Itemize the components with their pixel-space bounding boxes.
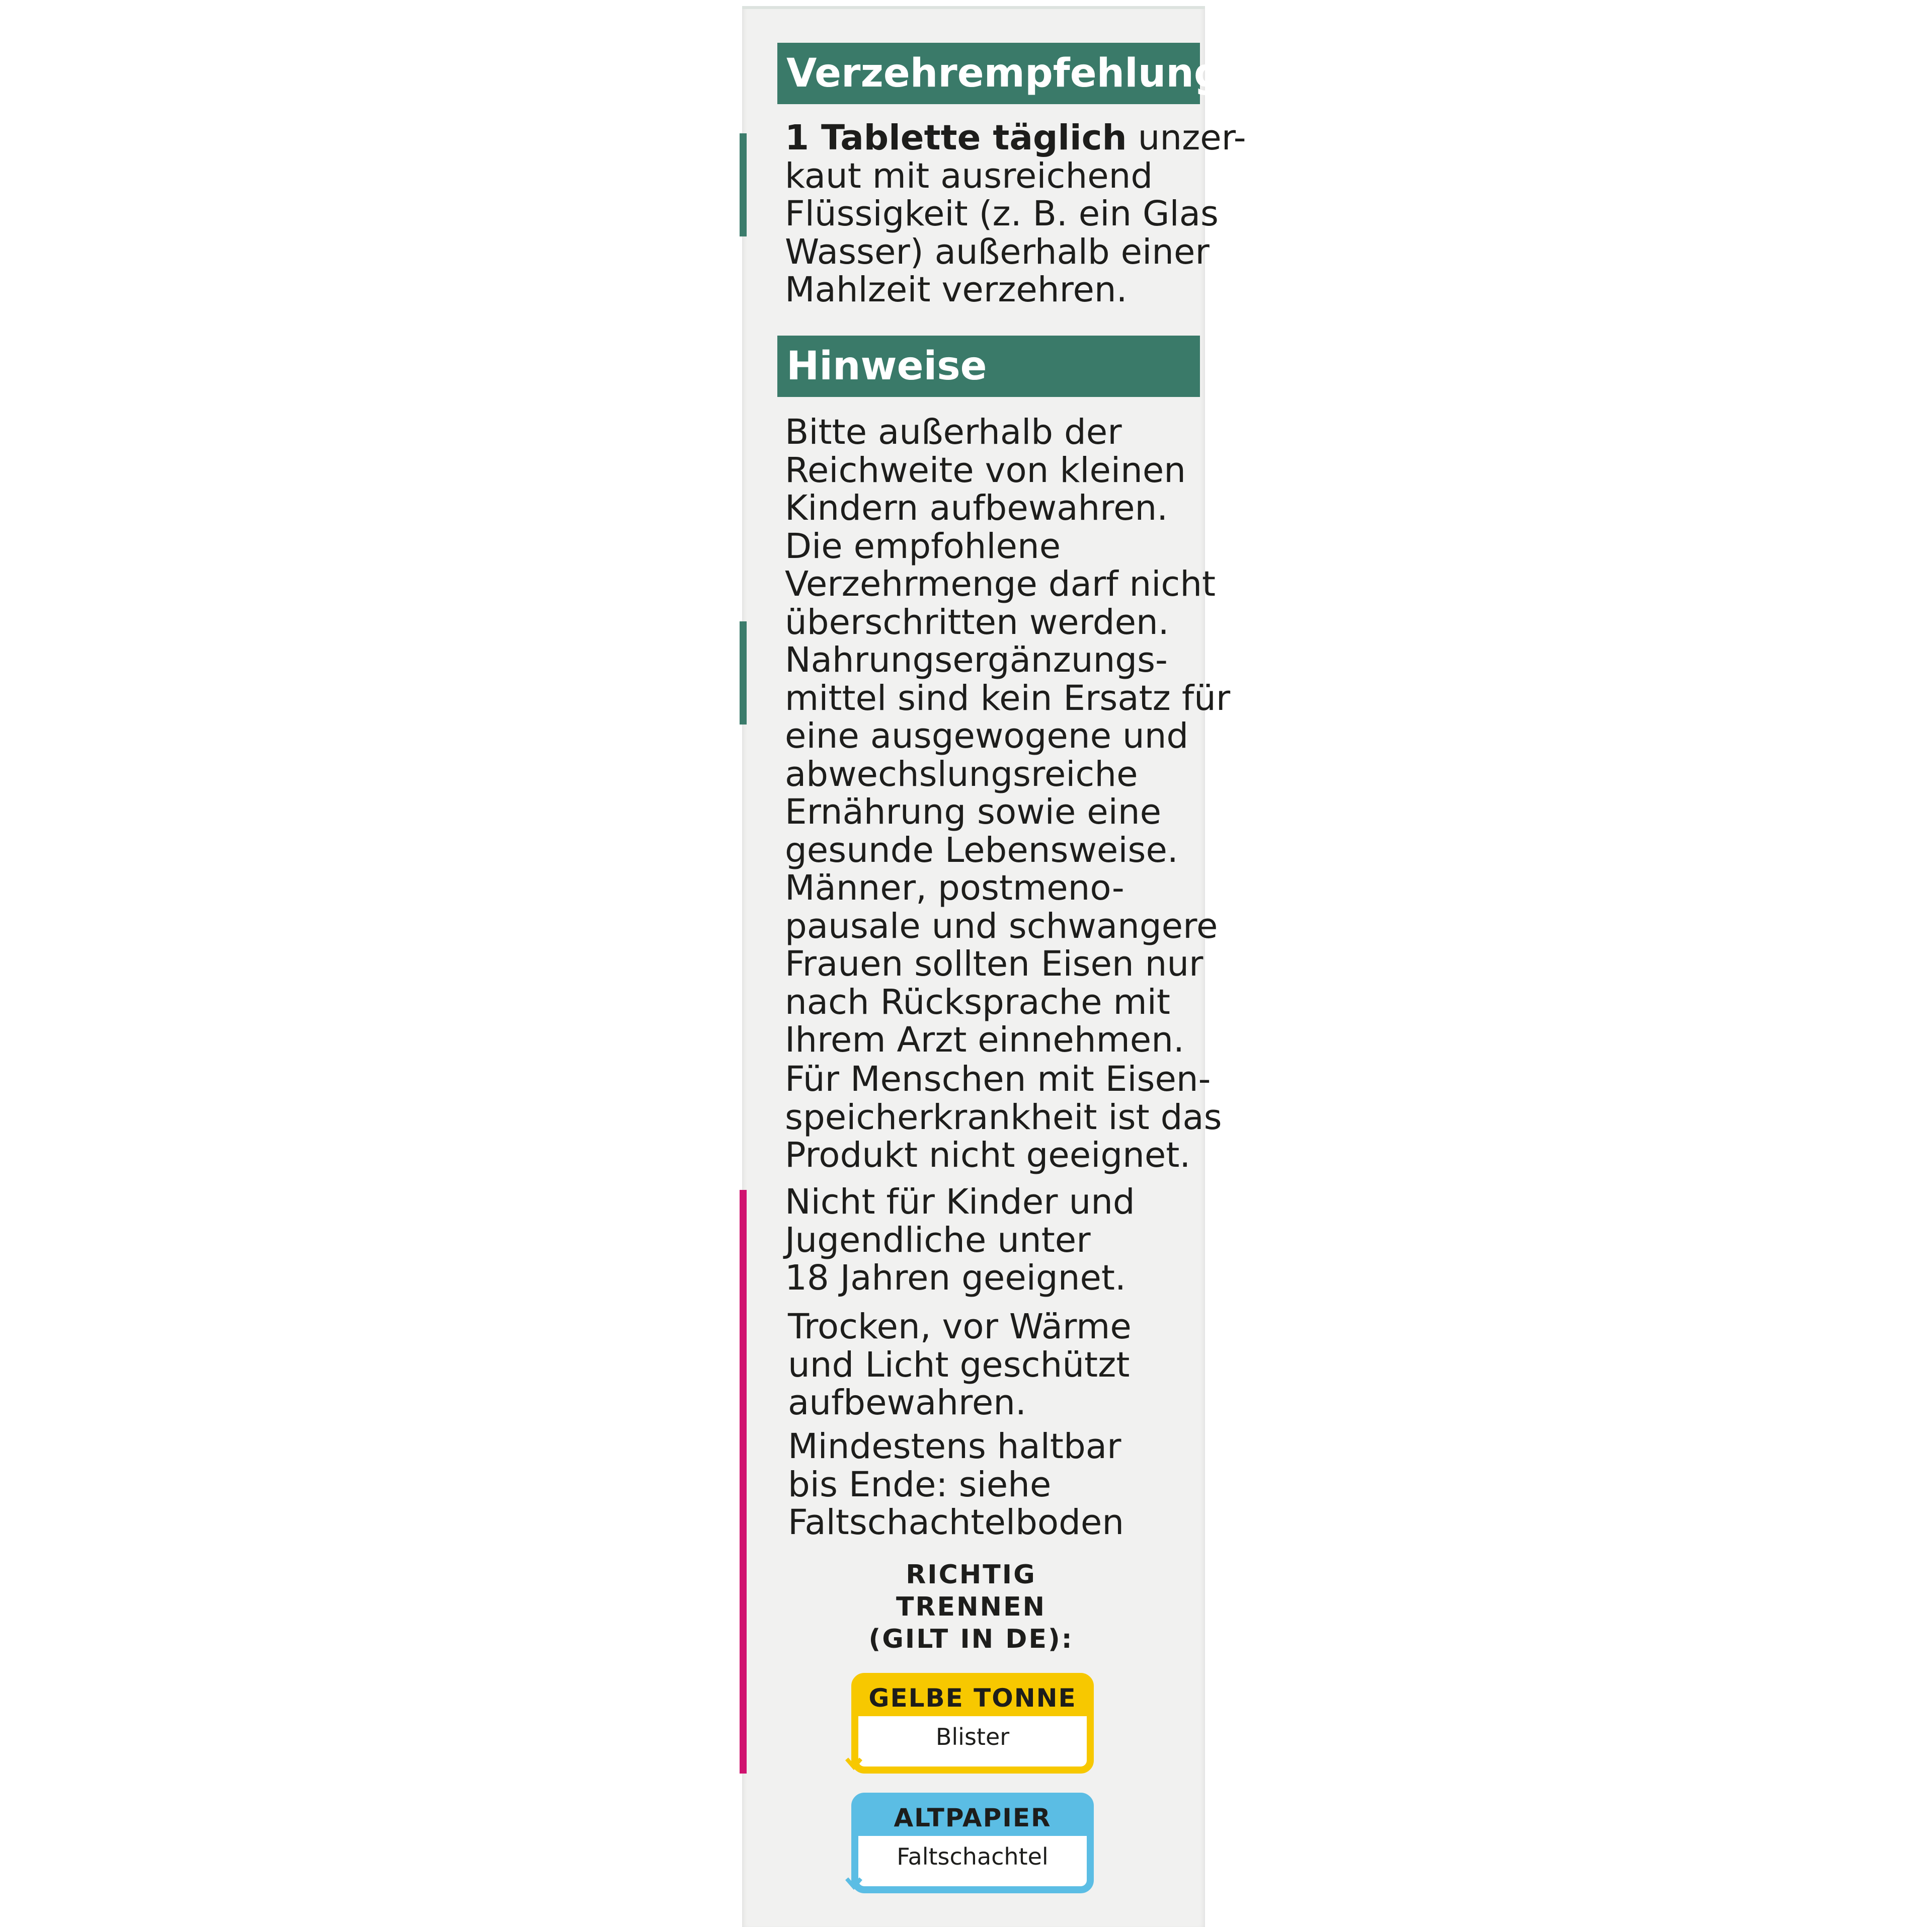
hinweise-heading-text: Hinweise <box>786 344 987 389</box>
arrow-down-icon <box>844 1731 864 1771</box>
recycling-title: RICHTIG TRENNEN (GILT IN DE): <box>868 1560 1074 1654</box>
dosage-bold: 1 Tablette täglich <box>785 118 1127 158</box>
altpapier-item: Faltschachtel <box>897 1843 1049 1870</box>
hinweise-paragraph-3: Nicht für Kinder und Jugendliche unter 18 Jahren geeignet. <box>785 1182 1135 1298</box>
edge-stripe-magenta <box>740 1190 747 1774</box>
verzehrempfehlung-heading <box>777 43 1222 104</box>
dosage-instructions: unzer- kaut mit ausreichend Flüssigkeit (z. B. ein Glas Wasser) außerhalb einer Mahlzeit verzehren. <box>785 118 1246 310</box>
gelbe-tonne-label: GELBE TONNE <box>858 1680 1087 1716</box>
hinweise-paragraph-4: Trocken, vor Wärme und Licht geschützt aufbewahren. <box>788 1307 1132 1423</box>
verzehrempfehlung-heading-text: Verzehrempfehlung <box>786 51 1222 96</box>
edge-stripe-green <box>740 133 747 236</box>
gelbe-tonne-item: Blister <box>935 1723 1010 1750</box>
hinweise-heading <box>777 336 1200 397</box>
panel-top-edge <box>742 6 1205 9</box>
arrow-down-icon <box>844 1851 864 1891</box>
altpapier-label: ALTPAPIER <box>858 1800 1087 1836</box>
hinweise-paragraph-5: Mindestens haltbar bis Ende: siehe Faltschachtelboden <box>788 1426 1124 1543</box>
verzehrempfehlung-text <box>785 118 1246 310</box>
hinweise-paragraph-2: Für Menschen mit Eisen- speicherkrankheit ist das Produkt nicht geeignet. <box>785 1059 1222 1175</box>
gelbe-tonne-box <box>851 1673 1094 1774</box>
edge-stripe-green <box>740 621 747 725</box>
altpapier-box <box>851 1793 1094 1893</box>
hinweise-paragraph-1: Bitte außerhalb der Reichweite von kleinen Kindern aufbewahren. Die empfohlene Verzehrmenge darf nicht überschritten werden. Nahrungsergänzungs- mittel sind kein Ersatz für eine ausgewogene und abwechslungsreiche Ernährung sowie eine gesunde Lebensweise. Männer, postmeno- pausale und schwangere Frauen sollten Eisen nur nach Rücksprache mit Ihrem Arzt einnehmen. <box>785 412 1231 1060</box>
